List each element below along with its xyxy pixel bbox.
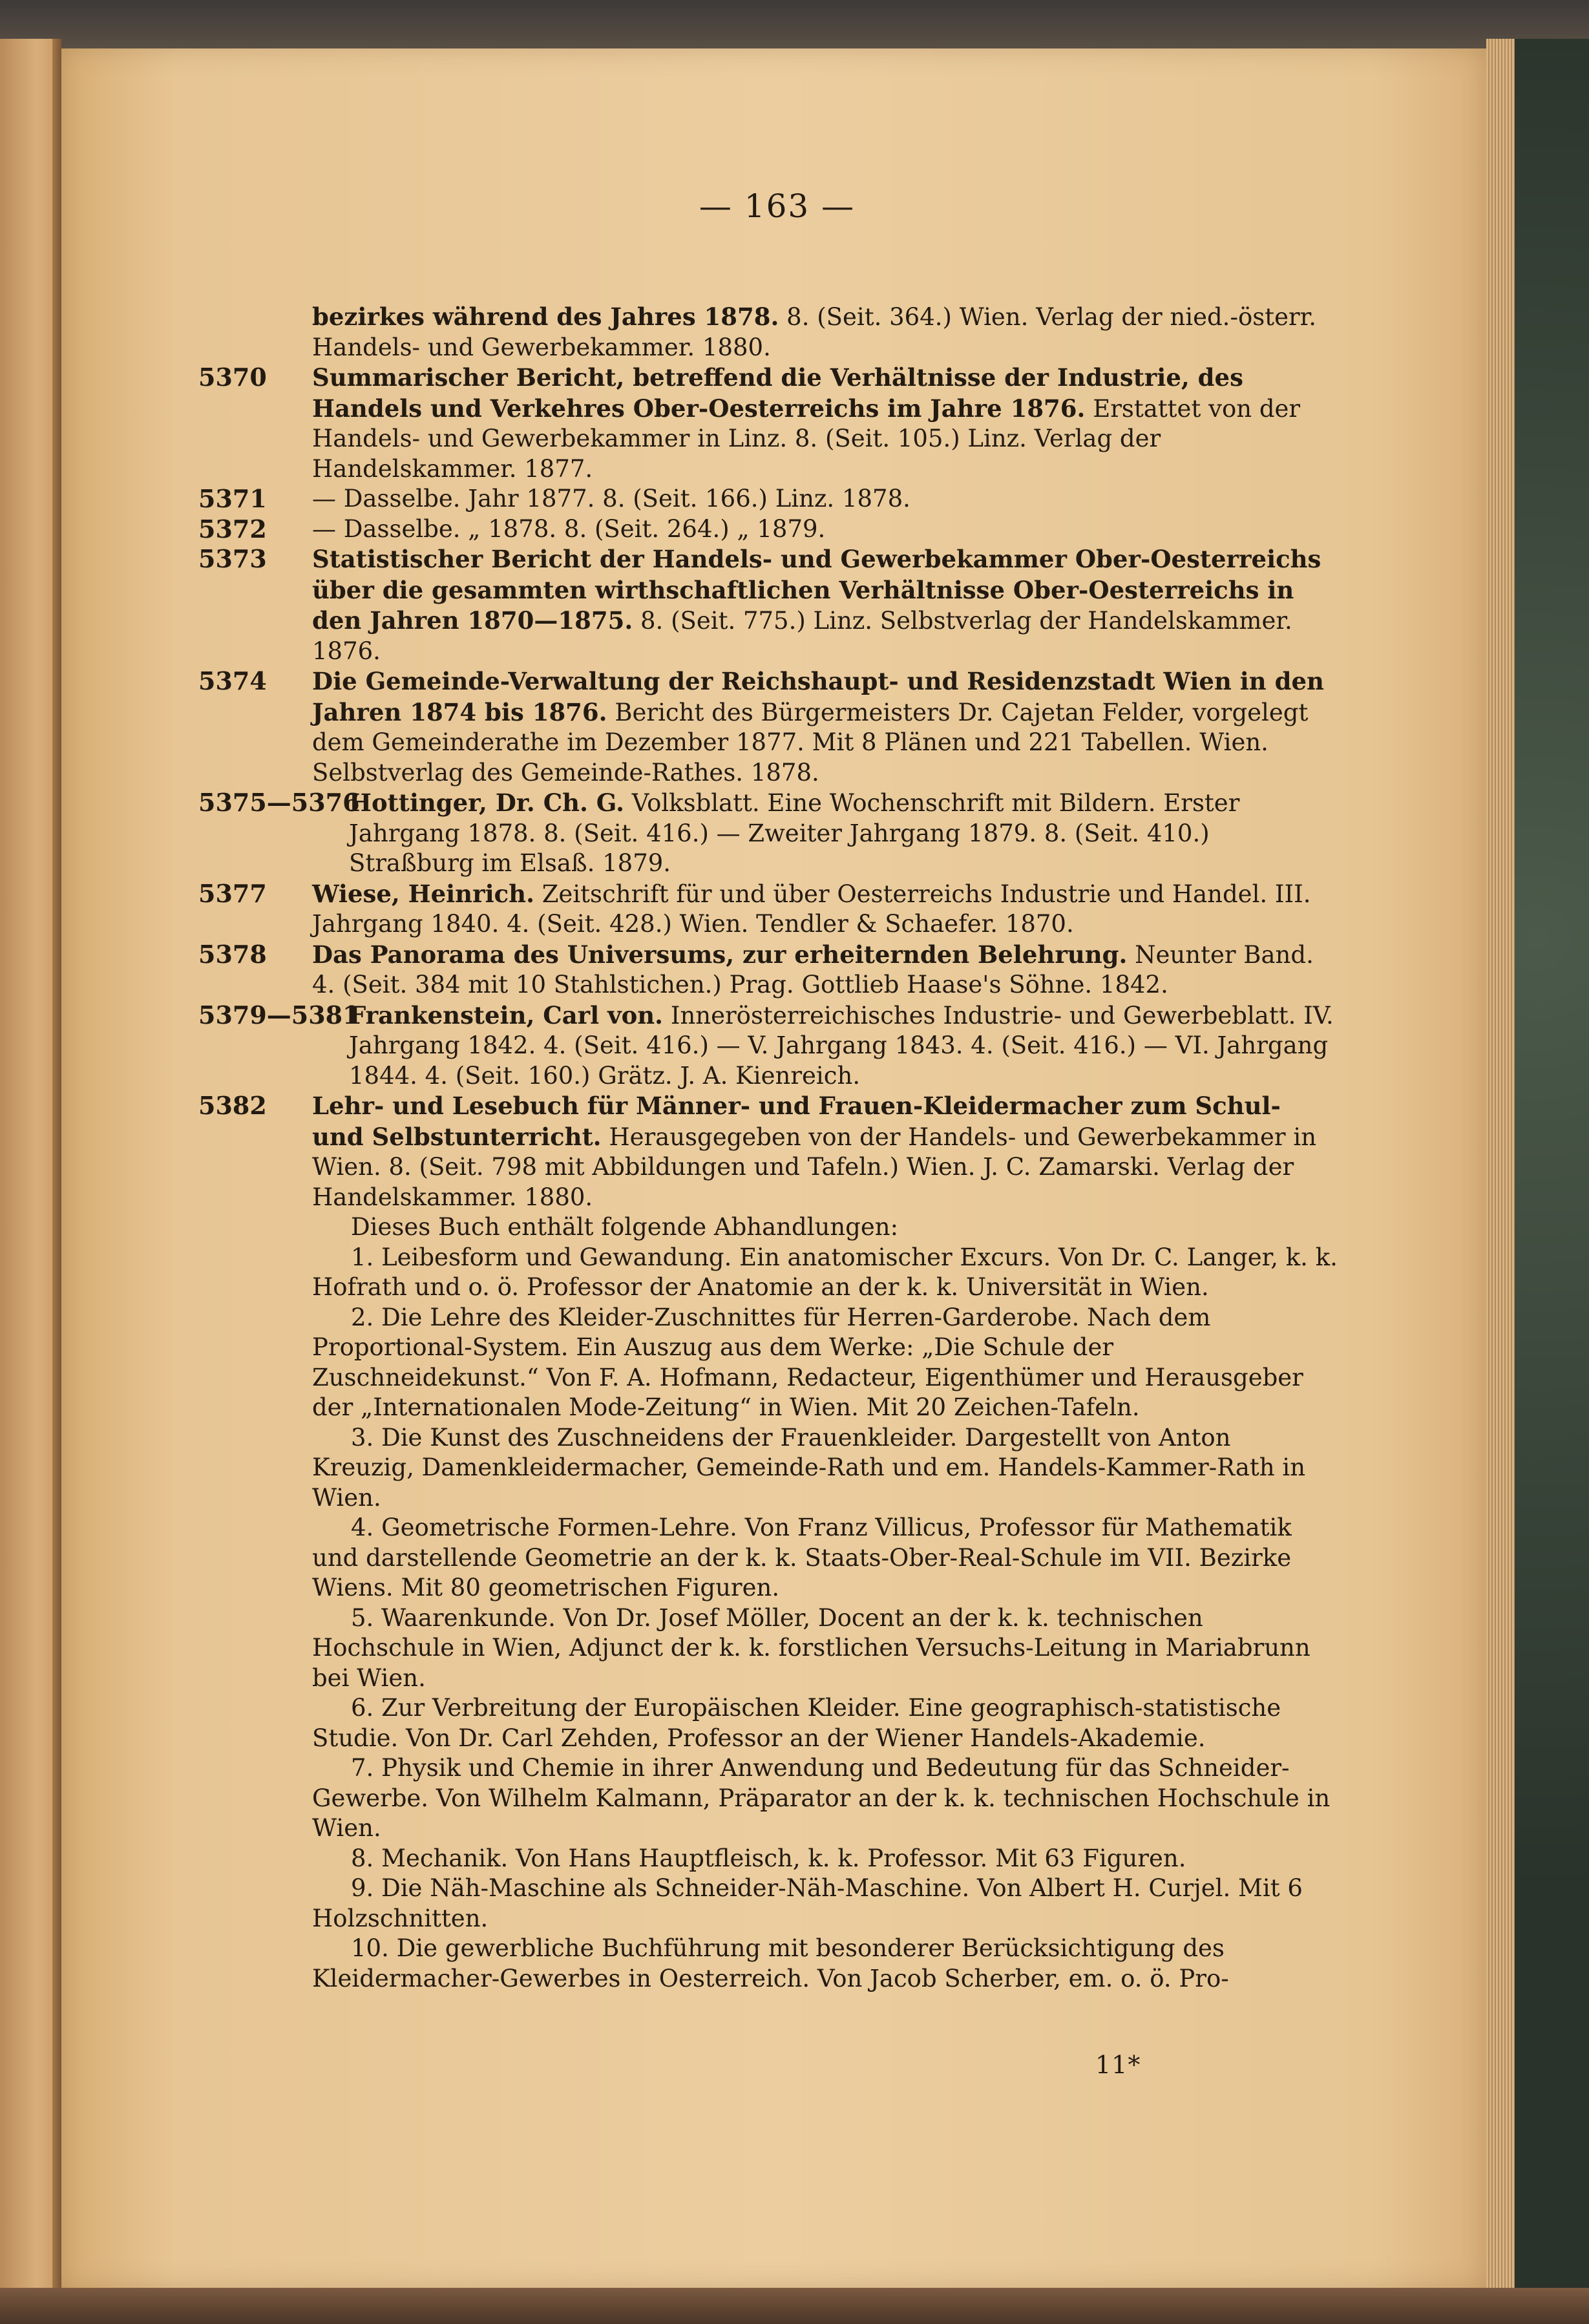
entry-details: — Dasselbe. „ 1878. 8. (Seit. 264.) „ 1879. [312,514,826,543]
entry-number: 5379—5381 [198,1000,360,1030]
entry-details: Erstattet von der Handels- und Gewerbekammer in Linz. 8. (Seit. 105.) Linz. Verlag der Handelskammer. 1877. [312,394,1301,483]
entry-number: 5374 [198,666,267,695]
catalogue-entry [198,788,1338,879]
contents-list [216,1212,1338,1994]
contents-item: 5. Waarenkunde. Von Dr. Josef Möller, Docent an der k. k. technischen Hochschule in Wien, Adjunct der k. k. forstlichen Versuchs-Leitung in Mariabrunn bei Wien. [312,1603,1310,1692]
catalogue-entry [198,514,1338,545]
entry-details: Innerösterreichisches Industrie- und Gewerbeblatt. IV. Jahrgang 1842. 4. (Seit. 416.) — V. Jahrgang 1843. 4. (Seit. 416.) — VI. Jahrgang 1844. 4. (Seit. 160.) Grätz. J. A. Kienreich. [349,1001,1334,1090]
catalogue-entry [198,544,1338,666]
catalogue-entry [198,484,1338,514]
contents-item: 6. Zur Verbreitung der Europäischen Kleider. Eine geographisch-statistische Studie. Von Dr. Carl Zehden, Professor an der Wiener Handels-Akademie. [312,1694,1281,1752]
book-cover-edge [1486,39,1589,2288]
entry-title: Das Panorama des Universums, zur erheiternden Belehrung. [312,940,1128,969]
entry-title: Statistischer Bericht der Handels- und Gewerbekammer Ober-Oesterreichs über die gesammten wirthschaftlichen Verhältnisse Ober-Oesterreichs in den Jahren 1870—1875. [312,545,1321,635]
entry-details: Herausgegeben von der Handels- und Gewerbekammer in Wien. 8. (Seit. 798 mit Abbildungen und Tafeln.) Wien. J. C. Zamarski. Verlag der Handelskammer. 1880. [312,1123,1317,1211]
contents-item: 9. Die Näh-Maschine als Schneider-Näh-Maschine. Von Albert H. Curjel. Mit 6 Holzschnitten. [312,1874,1303,1932]
left-page-edge [0,39,61,2288]
catalogue-entry [198,363,1338,484]
catalogue-entry [198,666,1338,788]
contents-item: 3. Die Kunst des Zuschneidens der Frauenkleider. Dargestellt von Anton Kreuzig, Damenkleidermacher, Gemeinde-Rath und em. Handels-Kammer-Rath in Wien. [312,1423,1306,1512]
entry-title: Die Gemeinde-Verwaltung der Reichshaupt- und Residenzstadt Wien in den Jahren 1874 bis 1876. [312,667,1324,726]
entry-title: Wiese, Heinrich. [312,879,534,908]
catalogue-entry [198,1000,1338,1092]
entry-details: Zeitschrift für und über Oesterreichs Industrie und Handel. III. Jahrgang 1840. 4. (Seit. 428.) Wien. Tendler & Schaefer. 1870. [312,880,1311,938]
catalogue-entry [198,939,1338,1000]
entry-details: 8. (Seit. 775.) Linz. Selbstverlag der Handelskammer. 1876. [312,607,1292,665]
entry-number: 5373 [198,544,267,573]
entry-details: Volksblatt. Eine Wochenschrift mit Bildern. Erster Jahrgang 1878. 8. (Seit. 416.) — Zweiter Jahrgang 1879. 8. (Seit. 410.) Straßburg im Elsaß. 1879. [349,789,1240,877]
entry-title: bezirkes während des Jahres 1878. [312,302,779,331]
entry-number: 5372 [198,514,267,544]
entry-number: 5371 [198,484,267,513]
contents-item: 4. Geometrische Formen-Lehre. Von Franz Villicus, Professor für Mathematik und darstellende Geometrie an der k. k. Staats-Ober-Real-Schule im VII. Bezirke Wiens. Mit 80 geometrischen Figuren. [312,1514,1292,1601]
entry-title: Summarischer Bericht, betreffend die Verhältnisse der Industrie, des Handels und Verkehres Ober-Oesterreichs im Jahre 1876. [312,363,1243,423]
entry-title: Lehr- und Lesebuch für Männer- und Frauen-Kleidermacher zum Schul- und Selbstunterricht. [312,1092,1281,1151]
entry-number: 5375—5376 [198,788,360,817]
entry-details: Neunter Band. 4. (Seit. 384 mit 10 Stahlstichen.) Prag. Gottlieb Haase's Söhne. 1842. [312,940,1314,998]
contents-item: 10. Die gewerbliche Buchführung mit besonderer Berücksichtigung des Kleidermacher-Gewerbes in Oesterreich. Von Jacob Scherber, em. o. ö. Pro- [312,1934,1229,1992]
catalogue-entry [198,878,1338,940]
contents-item: 2. Die Lehre des Kleider-Zuschnittes für Herren-Garderobe. Nach dem Proportional-System. Ein Auszug aus dem Werke: „Die Schule der Zuschneidekunst.“ Von F. A. Hofmann, Redacteur, Eigenthümer und Herausgeber der „Internationalen Mode-Zeitung“ in Wien. Mit 20 Zeichen-Tafeln. [312,1303,1303,1421]
signature-mark: 11* [1095,2051,1141,2079]
entry-title: Hottinger, Dr. Ch. G. [349,788,624,817]
entry-details: — Dasselbe. Jahr 1877. 8. (Seit. 166.) Linz. 1878. [312,485,910,512]
catalogue-entries [198,302,1338,1994]
entry-details: 8. (Seit. 364.) Wien. Verlag der nied.-österr. Handels- und Gewerbekammer. 1880. [312,303,1317,361]
contents-item: 1. Leibesform und Gewandung. Ein anatomischer Excurs. Von Dr. C. Langer, k. k. Hofrath und o. ö. Professor der Anatomie an der k. k. Universität in Wien. [312,1243,1338,1301]
entry-number: 5382 [198,1091,267,1120]
entry-number: 5378 [198,939,267,969]
page-number: — 163 — [699,187,856,225]
entry-number: 5377 [198,878,267,908]
contents-intro: Dieses Buch enthält folgende Abhandlungen: [351,1213,899,1241]
entry-details: Bericht des Bürgermeisters Dr. Cajetan Felder, vorgelegt dem Gemeinderathe im Dezember 1877. Mit 8 Plänen und 221 Tabellen. Wien. Selbstverlag des Gemeinde-Rathes. 1878. [312,698,1309,787]
entry-number: 5370 [198,363,267,392]
contents-item: 7. Physik und Chemie in ihrer Anwendung und Bedeutung für das Schneider-Gewerbe. Von Wilhelm Kalmann, Präparator an der k. k. technischen Hochschule in Wien. [312,1754,1331,1842]
book-page [61,48,1486,2288]
entry-title: Frankenstein, Carl von. [349,1000,664,1030]
catalogue-entry [198,1091,1338,1212]
catalogue-entry [216,302,1338,363]
scan-bottom [0,2288,1589,2324]
page-stack [1486,39,1515,2288]
contents-item: 8. Mechanik. Von Hans Hauptfleisch, k. k. Professor. Mit 63 Figuren. [351,1844,1186,1872]
marbled-cover [1515,39,1589,2288]
